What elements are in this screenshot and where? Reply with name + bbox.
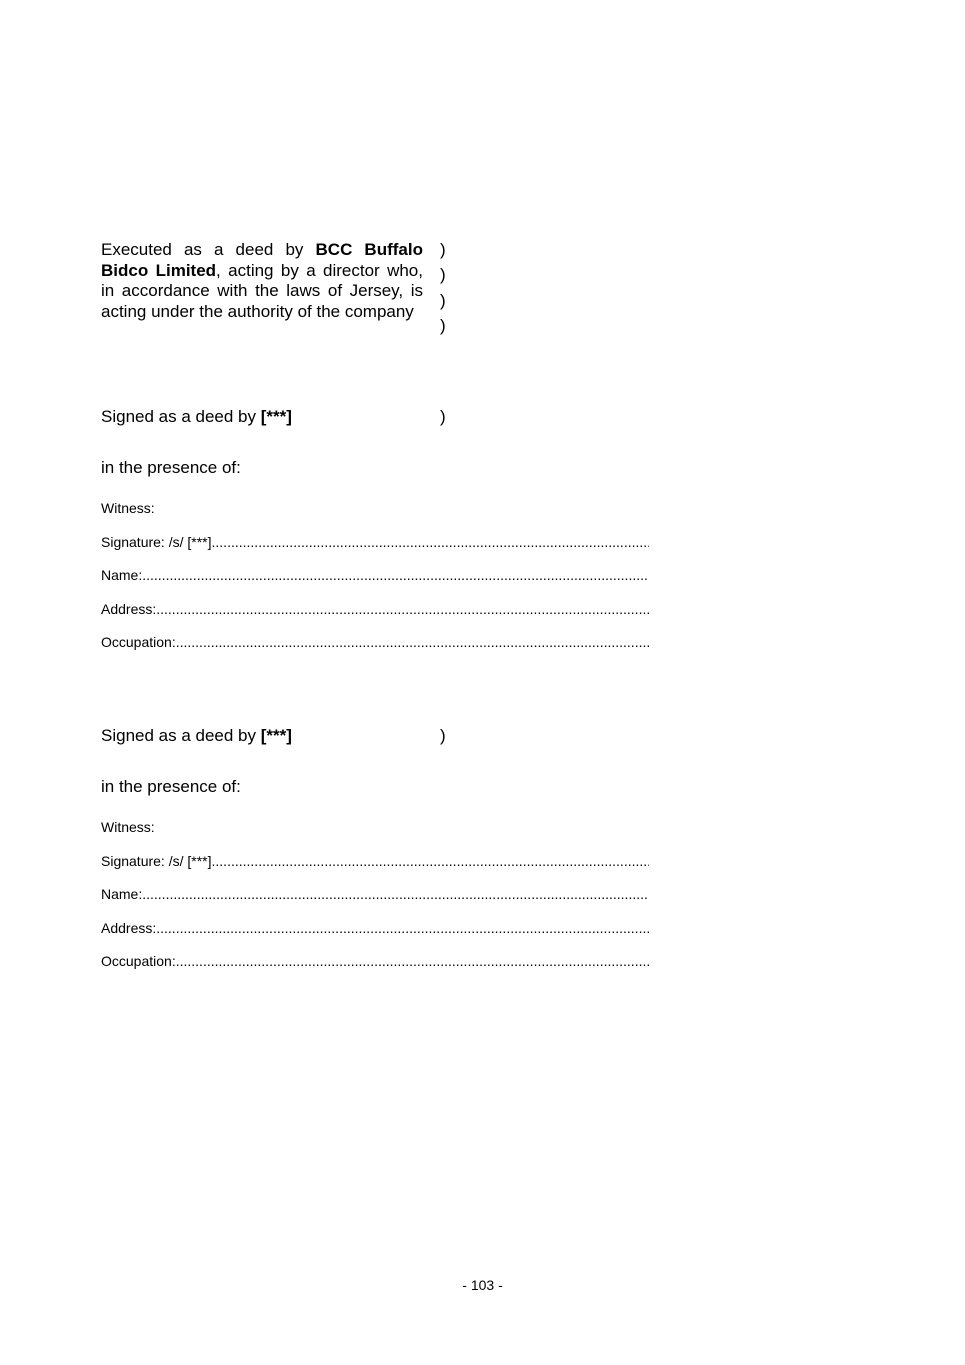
bracket: ) — [440, 407, 446, 426]
signatory-placeholder: [***] — [260, 726, 292, 745]
field-label: Name: — [101, 567, 143, 583]
bracket: ) — [440, 316, 446, 335]
field-label: Address: — [101, 920, 157, 936]
field-label: Signature: /s/ [***] — [101, 534, 212, 550]
presence-text: in the presence of: — [101, 458, 241, 477]
bracket: ) — [440, 265, 446, 284]
bracket: ) — [440, 240, 446, 259]
field-label: Address: — [101, 601, 157, 617]
signatory-placeholder: [***] — [260, 407, 292, 426]
signature-field — [101, 853, 649, 869]
occupation-field — [101, 953, 649, 969]
occupation-field — [101, 634, 649, 650]
dotted-line — [212, 853, 649, 869]
signed-as-deed-line — [101, 726, 292, 746]
dotted-line — [212, 534, 649, 550]
bracket: ) — [440, 726, 446, 745]
execution-text-pre: Executed as a deed by — [101, 240, 316, 259]
dotted-line — [176, 953, 649, 969]
dotted-line — [156, 601, 649, 617]
execution-text-post: , acting by a director who, in accordance with the laws of Jersey, is acting under the authority of the company — [101, 260, 423, 321]
address-field — [101, 920, 649, 936]
name-field — [101, 567, 649, 583]
signature-field — [101, 534, 649, 550]
company-name: BCC Buffalo Bidco Limited — [101, 240, 423, 280]
field-label: Occupation: — [101, 634, 176, 650]
execution-clause — [101, 240, 423, 322]
page-number: - 103 - — [462, 1277, 503, 1293]
field-label: Name: — [101, 886, 143, 902]
field-label: Occupation: — [101, 953, 176, 969]
address-field — [101, 601, 649, 617]
dotted-line — [176, 634, 649, 650]
dotted-line — [142, 886, 649, 902]
field-label: Signature: /s/ [***] — [101, 853, 212, 869]
dotted-line — [142, 567, 649, 583]
signed-text: Signed as a deed by — [101, 407, 261, 426]
signed-as-deed-line — [101, 407, 292, 427]
witness-label: Witness: — [101, 819, 155, 835]
witness-label: Witness: — [101, 500, 155, 516]
presence-text: in the presence of: — [101, 777, 241, 796]
bracket: ) — [440, 291, 446, 310]
dotted-line — [156, 920, 649, 936]
name-field — [101, 886, 649, 902]
signed-text: Signed as a deed by — [101, 726, 261, 745]
